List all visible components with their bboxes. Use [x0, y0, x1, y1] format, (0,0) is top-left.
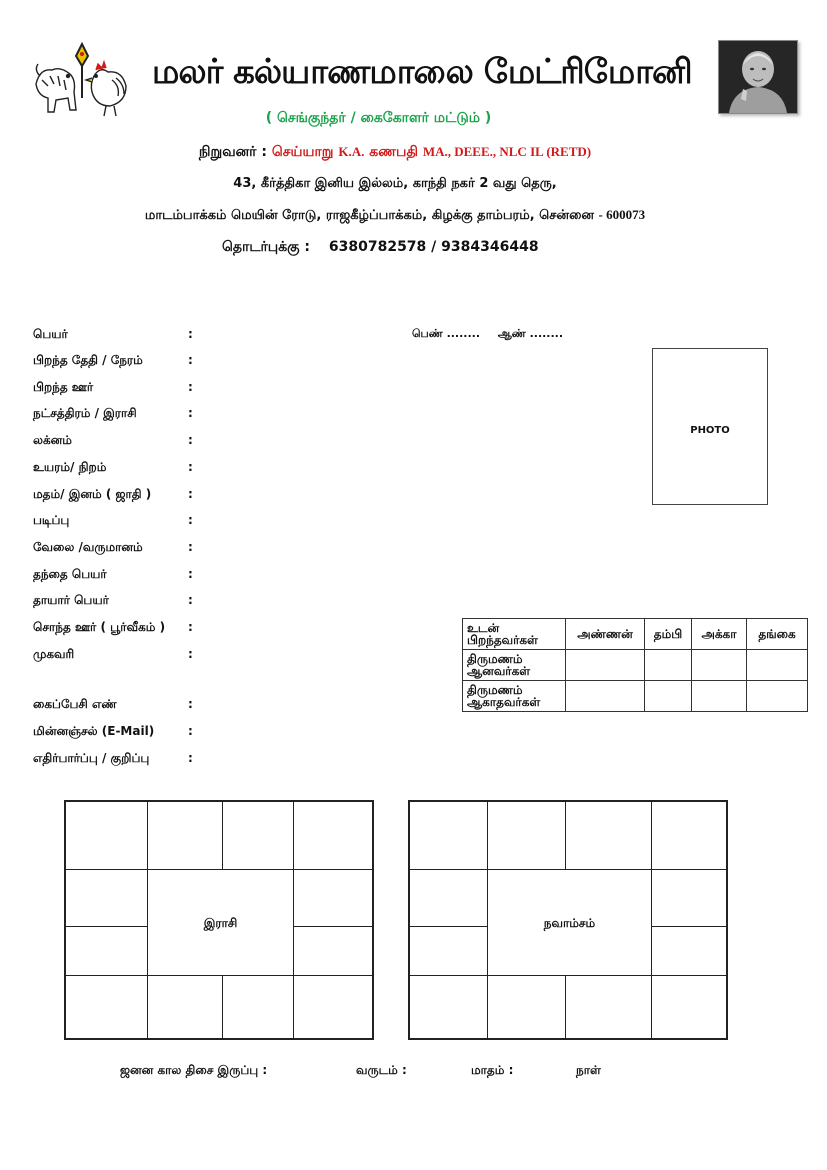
rasi-label: இராசி — [203, 916, 238, 930]
page-title: மலர் கல்யாணமாலை மேட்ரிமோனி — [152, 52, 692, 92]
column-header-younger-sister: தங்கை — [747, 619, 808, 650]
chart-cell[interactable] — [409, 926, 488, 976]
founder-initials: K.A. — [338, 144, 365, 159]
field-colon: : — [188, 353, 193, 367]
founder-label: நிறுவனர் : — [198, 144, 267, 160]
field-colon: : — [188, 380, 193, 394]
siblings-corner-line-2: பிறந்தவர்கள் — [467, 633, 538, 647]
chart-cell[interactable] — [147, 975, 223, 1039]
gender-male: ஆண் ........ — [497, 327, 564, 340]
community-subtitle: ( செங்குந்தர் / கைகோளர் மட்டும் ) — [265, 110, 492, 126]
chart-cell[interactable] — [651, 801, 727, 870]
chart-cell[interactable] — [293, 926, 373, 976]
field-colon: : — [188, 593, 193, 607]
gender-female: பெண் ........ — [412, 327, 481, 340]
rasi-center — [147, 869, 294, 976]
navamsam-chart — [408, 800, 728, 1040]
row-header-line-2: ஆனவர்கள் — [467, 664, 531, 678]
field-colon: : — [188, 460, 193, 474]
table-cell[interactable] — [747, 681, 808, 712]
address-line-2-text: மாடம்பாக்கம் மெயின் ரோடு, ராஜகீழ்ப்பாக்கம், கிழக்கு தாம்பரம், சென்னை — [144, 208, 594, 223]
field-label-native-place: சொந்த ஊர் ( பூர்வீகம் ) — [33, 620, 166, 634]
field-label-height-complexion: உயரம்/ நிறம் — [33, 460, 107, 474]
chart-cell[interactable] — [222, 975, 294, 1039]
vel-icon — [76, 44, 88, 98]
table-row — [463, 650, 808, 681]
year-label: வருடம் : — [356, 1063, 407, 1077]
field-label-lagnam: லக்னம் — [33, 433, 72, 447]
chart-cell[interactable] — [222, 801, 294, 870]
field-label-star-rasi: நட்சத்திரம் / இராசி — [33, 406, 137, 420]
saint-portrait-icon — [718, 40, 798, 114]
table-cell[interactable] — [645, 681, 692, 712]
field-label-father-name: தந்தை பெயர் — [33, 567, 107, 581]
field-label-education: படிப்பு — [33, 513, 70, 527]
photo-box — [652, 348, 768, 505]
row-header-married — [463, 650, 566, 681]
chart-cell[interactable] — [565, 801, 652, 870]
field-colon: : — [188, 433, 193, 447]
founder-name-2: கணபதி — [369, 144, 418, 160]
chart-cell[interactable] — [293, 975, 373, 1039]
field-label-mobile: கைப்பேசி எண் — [33, 697, 117, 711]
founder-qualifications: MA., DEEE., NLC IL (RETD) — [422, 144, 592, 159]
gender-options — [412, 327, 563, 342]
field-label-mother-name: தாயார் பெயர் — [33, 593, 109, 607]
table-cell[interactable] — [566, 650, 645, 681]
address-line-2 — [0, 207, 790, 224]
chart-cell[interactable] — [65, 869, 148, 927]
contact-line — [222, 239, 539, 257]
chart-cell[interactable] — [293, 801, 373, 870]
emblem-logo — [30, 40, 130, 120]
table-cell[interactable] — [692, 650, 747, 681]
field-label-expectations: எதிர்பார்ப்பு / குறிப்பு — [33, 751, 150, 765]
chart-cell[interactable] — [65, 926, 148, 976]
address-pincode: - 600073 — [598, 207, 646, 222]
field-label-address: முகவரி — [33, 647, 75, 661]
siblings-corner-line-1: உடன் — [467, 621, 500, 635]
field-label-religion-caste: மதம்/ இனம் ( ஜாதி ) — [33, 487, 152, 501]
column-header-younger-brother: தம்பி — [645, 619, 692, 650]
table-cell[interactable] — [747, 650, 808, 681]
chart-cell[interactable] — [147, 801, 223, 870]
column-header-elder-sister: அக்கா — [692, 619, 747, 650]
chart-cell[interactable] — [65, 975, 148, 1039]
chart-cell[interactable] — [651, 869, 727, 927]
field-colon: : — [188, 406, 193, 420]
field-colon: : — [188, 327, 193, 341]
field-label-birth-place: பிறந்த ஊர் — [33, 380, 94, 394]
navamsam-center — [487, 869, 652, 976]
row-header-line-1: திருமணம் — [467, 652, 523, 666]
contact-numbers: 6380782578 / 9384346448 — [328, 239, 539, 255]
chart-cell[interactable] — [293, 869, 373, 927]
chart-cell[interactable] — [409, 801, 488, 870]
field-colon: : — [188, 513, 193, 527]
field-label-email: மின்னஞ்சல் (E-Mail) — [33, 724, 155, 738]
field-colon: : — [188, 620, 193, 634]
field-label-name: பெயர் — [33, 327, 68, 341]
founder-name: செய்யாறு — [271, 144, 334, 160]
field-colon: : — [188, 567, 193, 581]
column-header-elder-brother: அண்ணன் — [566, 619, 645, 650]
table-row — [463, 681, 808, 712]
rasi-chart — [64, 800, 374, 1040]
field-colon: : — [188, 697, 193, 711]
navamsam-label: நவாம்சம் — [543, 916, 596, 930]
table-cell[interactable] — [645, 650, 692, 681]
founder-line — [0, 144, 790, 162]
siblings-table — [462, 618, 808, 712]
field-label-birth-date-time: பிறந்த தேதி / நேரம் — [33, 353, 143, 367]
field-colon: : — [188, 751, 193, 765]
chart-cell[interactable] — [651, 926, 727, 976]
row-header-line-1: திருமணம் — [467, 683, 523, 697]
contact-label: தொடர்புக்கு : — [222, 239, 310, 255]
table-cell[interactable] — [692, 681, 747, 712]
chart-cell[interactable] — [65, 801, 148, 870]
table-row — [463, 619, 808, 650]
field-label-job-income: வேலை /வருமானம் — [33, 540, 143, 554]
address-line-1: 43, கீர்த்திகா இனிய இல்லம், காந்தி நகர் 2 வது தெரு, — [233, 176, 557, 191]
chart-cell[interactable] — [409, 975, 488, 1039]
photo-label: PHOTO — [690, 425, 730, 436]
chart-cell[interactable] — [565, 975, 652, 1039]
day-label: நாள் — [576, 1063, 601, 1077]
field-colon: : — [188, 540, 193, 554]
field-colon: : — [188, 647, 193, 661]
month-label: மாதம் : — [471, 1063, 514, 1077]
siblings-corner-cell — [463, 619, 566, 650]
row-header-line-2: ஆகாதவர்கள் — [467, 695, 541, 709]
row-header-unmarried — [463, 681, 566, 712]
chart-cell[interactable] — [651, 975, 727, 1039]
chart-cell[interactable] — [409, 869, 488, 927]
tiger-emblem-icon — [36, 64, 76, 112]
dasa-label: ஜனன கால திசை இருப்பு : — [120, 1063, 268, 1077]
chart-cell[interactable] — [487, 975, 566, 1039]
rooster-emblem-icon — [86, 62, 126, 116]
field-colon: : — [188, 724, 193, 738]
table-cell[interactable] — [566, 681, 645, 712]
chart-cell[interactable] — [487, 801, 566, 870]
field-colon: : — [188, 487, 193, 501]
